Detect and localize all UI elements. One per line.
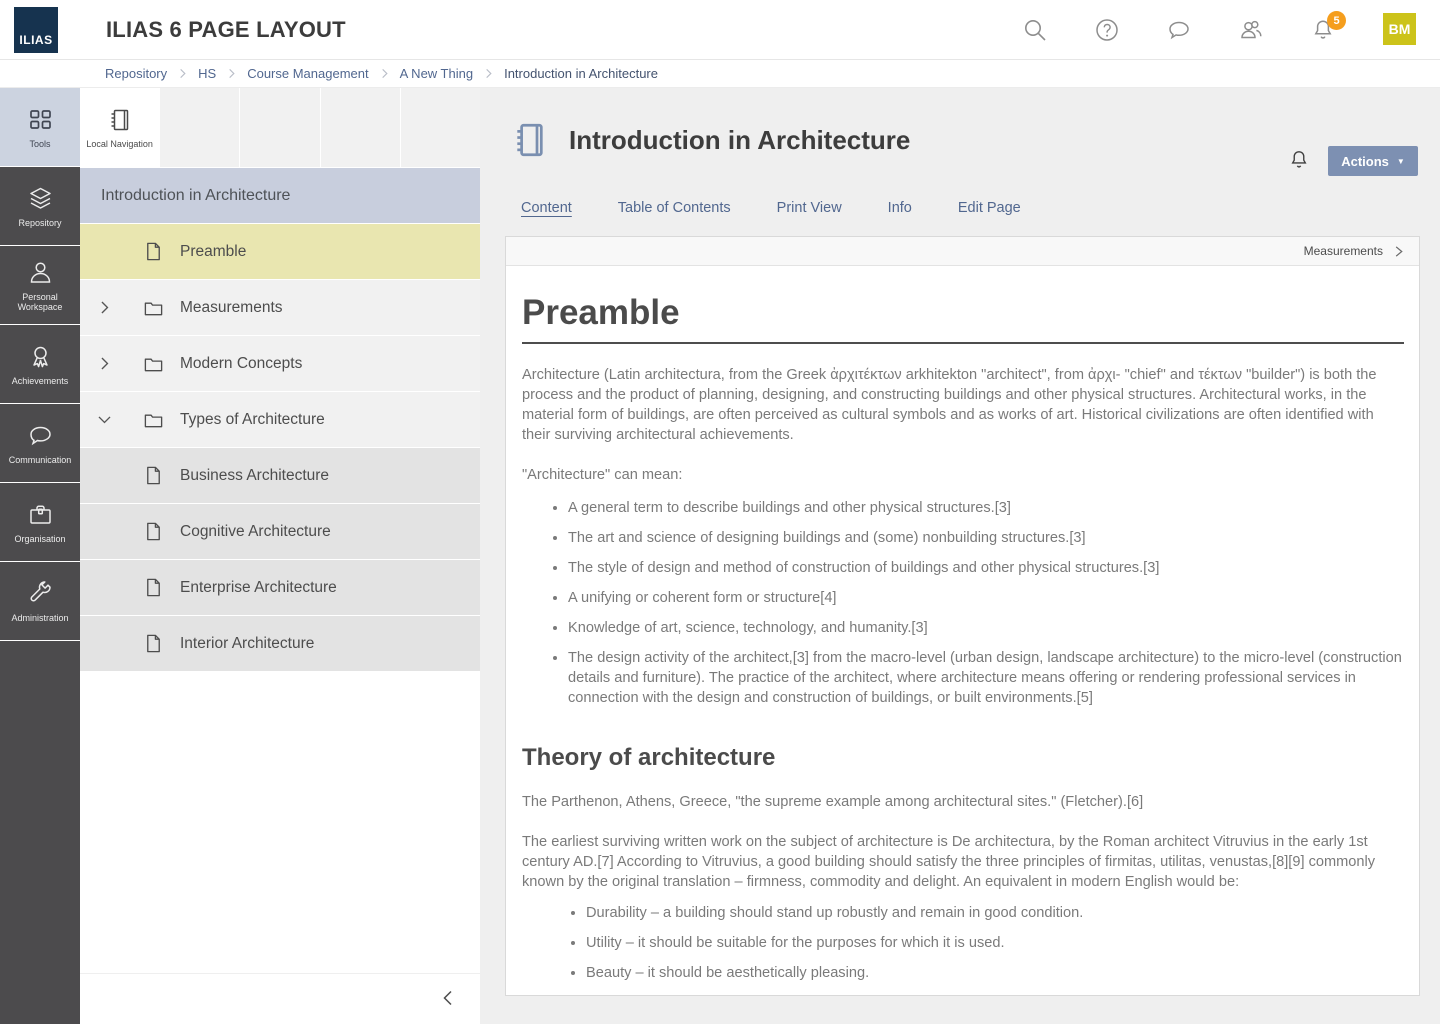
help-icon[interactable] bbox=[1094, 17, 1120, 43]
header-icon-bar bbox=[1022, 0, 1340, 60]
person-icon bbox=[27, 259, 54, 286]
sidebar-item-organisation[interactable] bbox=[0, 483, 80, 561]
sidebar-item-label: Achievements bbox=[11, 375, 69, 386]
tree-root-item[interactable]: Introduction in Architecture bbox=[80, 168, 480, 223]
tab-content[interactable]: Content bbox=[521, 200, 572, 216]
app-title: ILIAS 6 PAGE LAYOUT bbox=[106, 16, 346, 42]
paragraph: Architecture (Latin architectura, from the Greek ἀρχιτέκτων arkhitekton "architect", from ἀρχι- "chief" and τέκτων "builder") is both the process and the product of planning, designing, and constructing buildings and other physical structures. Architectural works, in the material form of buildings, are often perceived as cultural symbols and as works of art. Historical civilizations are often identified with their surviving architectural achievements. bbox=[522, 367, 1377, 443]
bullet-list bbox=[522, 498, 1404, 708]
tree-item-label: Interior Architecture bbox=[180, 634, 315, 652]
notifications-bell-icon[interactable] bbox=[1310, 14, 1340, 43]
sidebar-item-communication[interactable] bbox=[0, 404, 80, 482]
tree-item-modern-concepts[interactable] bbox=[80, 336, 480, 391]
chevron-down-icon[interactable] bbox=[96, 411, 124, 428]
pager-next-label: Measurements bbox=[1303, 244, 1383, 258]
breadcrumb-item[interactable]: A New Thing bbox=[399, 66, 474, 81]
medal-icon bbox=[27, 343, 54, 370]
chat-icon[interactable] bbox=[1166, 17, 1192, 43]
folder-icon bbox=[143, 353, 167, 374]
speech-bubble-icon bbox=[27, 422, 54, 449]
sidebar-item-repository[interactable] bbox=[0, 167, 80, 245]
sidebar-item-label: Organisation bbox=[14, 533, 66, 544]
tab-bar bbox=[521, 200, 1420, 216]
main-bar-filler bbox=[0, 641, 80, 1024]
local-navigation-panel bbox=[80, 88, 480, 1024]
chevron-right-icon[interactable] bbox=[96, 355, 124, 372]
section-heading: Theory of architecture bbox=[522, 744, 776, 771]
sidebar-item-achievements[interactable] bbox=[0, 325, 80, 403]
tree-item-label: Preamble bbox=[180, 242, 247, 260]
tree-item-business-architecture[interactable] bbox=[80, 448, 480, 503]
bullet-item: • Utility – it should be suitable for the purposes for which it is used. bbox=[586, 933, 1404, 953]
header-action-bar bbox=[1288, 146, 1418, 176]
breadcrumb bbox=[0, 60, 1440, 88]
pager-next-link[interactable] bbox=[1304, 244, 1405, 258]
page-icon bbox=[143, 465, 167, 486]
tree-item-measurements[interactable] bbox=[80, 280, 480, 335]
tree-item-label: Types of Architecture bbox=[180, 410, 325, 428]
sidebar-item-label: Repository bbox=[18, 217, 62, 228]
bullet-list bbox=[522, 903, 1404, 983]
breadcrumb-item[interactable]: Repository bbox=[105, 66, 168, 81]
slate-tab-placeholder[interactable] bbox=[321, 88, 400, 167]
notification-badge: 5 bbox=[1327, 11, 1346, 30]
slate-tab-placeholder[interactable] bbox=[160, 88, 239, 167]
bullet-item: • Beauty – it should be aesthetically pleasing. bbox=[586, 963, 1404, 983]
ilias-logo-text: ILIAS bbox=[19, 32, 53, 47]
sidebar-item-label: Tools bbox=[29, 138, 51, 149]
avatar[interactable]: BM bbox=[1383, 13, 1416, 45]
top-header bbox=[0, 0, 1440, 60]
tree-item-preamble[interactable] bbox=[80, 224, 480, 279]
paragraph: The Parthenon, Athens, Greece, "the supreme example among architectural sites." (Fletcher).[6] bbox=[522, 794, 1144, 810]
notification-bell-icon[interactable] bbox=[1288, 148, 1310, 175]
folder-icon bbox=[143, 297, 167, 318]
layers-icon bbox=[27, 185, 54, 212]
bullet-item: • A unifying or coherent form or structure[4] bbox=[568, 588, 1404, 608]
grid-icon bbox=[27, 106, 54, 133]
sidebar-item-label: Communication bbox=[8, 454, 72, 465]
tree-item-label: Modern Concepts bbox=[180, 354, 303, 372]
tab-table-of-contents[interactable]: Table of Contents bbox=[617, 200, 731, 216]
page-icon bbox=[143, 521, 167, 542]
pager-bar bbox=[506, 237, 1419, 266]
slate-tab-placeholder[interactable] bbox=[401, 88, 480, 167]
tree-item-types-of-architecture[interactable] bbox=[80, 392, 480, 447]
tree-item-label: Enterprise Architecture bbox=[180, 578, 337, 596]
bullet-item: • Knowledge of art, science, technology, and humanity.[3] bbox=[568, 618, 1404, 638]
content-area bbox=[480, 88, 1440, 1024]
collapse-panel-button[interactable] bbox=[438, 988, 458, 1011]
briefcase-icon bbox=[27, 501, 54, 528]
page-icon bbox=[143, 577, 167, 598]
chevron-right-icon bbox=[483, 68, 494, 79]
main-bar bbox=[0, 88, 80, 1024]
breadcrumb-item[interactable]: HS bbox=[198, 66, 217, 81]
chapter-heading: Preamble bbox=[522, 293, 1404, 344]
bullet-item: • The design activity of the architect,[3] from the macro-level (urban design, landscape architecture) to the micro-level (construction details and furniture). The practice of the architect, where architecture means offering or rendering professional services in connection with the design and construction of buildings, or built environments.[5] bbox=[568, 648, 1404, 708]
chevron-right-icon[interactable] bbox=[96, 299, 124, 316]
users-icon[interactable] bbox=[1238, 17, 1264, 43]
tree-item-label: Business Architecture bbox=[180, 466, 330, 484]
breadcrumb-item-current[interactable]: Introduction in Architecture bbox=[504, 66, 658, 81]
slate-tab-placeholder[interactable] bbox=[240, 88, 319, 167]
chevron-right-icon bbox=[379, 68, 390, 79]
paragraph: The earliest surviving written work on the subject of architecture is De architectura, by the Roman architect Vitruvius in the early 1st century AD.[7] According to Vitruvius, a good building should satisfy the three principles of firmitas, utilitas, venustas,[8][9] commonly known by the original translation – firmness, commodity and delight. An equivalent in modern English would be: bbox=[522, 834, 1376, 890]
bullet-item: • The style of design and method of construction of buildings and other physical structures.[3] bbox=[568, 558, 1404, 578]
sidebar-item-label: Administration bbox=[11, 612, 69, 623]
page-icon bbox=[143, 241, 167, 262]
chevron-left-icon bbox=[438, 988, 458, 1008]
tree-empty-space bbox=[80, 671, 480, 973]
folder-icon bbox=[143, 409, 167, 430]
page-content bbox=[506, 293, 1419, 983]
actions-button-label: Actions bbox=[1341, 153, 1389, 169]
page-card bbox=[505, 236, 1420, 996]
object-title: Introduction in Architecture bbox=[569, 124, 911, 155]
search-icon[interactable] bbox=[1022, 17, 1048, 43]
tree-item-enterprise-architecture[interactable] bbox=[80, 560, 480, 615]
tree-item-label: Cognitive Architecture bbox=[180, 522, 331, 540]
tree-item-label: Measurements bbox=[180, 298, 283, 316]
chevron-right-icon bbox=[1392, 245, 1405, 258]
paragraph: "Architecture" can mean: bbox=[522, 467, 683, 483]
sidebar-item-tools[interactable] bbox=[0, 88, 80, 166]
sidebar-item-administration[interactable] bbox=[0, 562, 80, 640]
notebook-icon bbox=[107, 107, 133, 133]
bullet-item: • Durability – a building should stand up robustly and remain in good condition. bbox=[586, 903, 1404, 923]
bullet-item: • A general term to describe buildings and other physical structures.[3] bbox=[568, 498, 1404, 518]
chevron-right-icon bbox=[177, 68, 188, 79]
tab-info[interactable]: Info bbox=[887, 200, 912, 216]
breadcrumb-item[interactable]: Course Management bbox=[247, 66, 369, 81]
actions-button[interactable] bbox=[1328, 146, 1418, 176]
chevron-right-icon bbox=[226, 68, 237, 79]
learning-module-icon bbox=[513, 120, 545, 160]
page-icon bbox=[143, 633, 167, 654]
slate-footer bbox=[80, 973, 480, 1024]
sidebar-item-personal-workspace[interactable] bbox=[0, 246, 80, 324]
sidebar-item-label: Personal Workspace bbox=[17, 291, 63, 312]
local-navigation-tab[interactable] bbox=[80, 88, 159, 167]
wrench-icon bbox=[27, 580, 54, 607]
tree-item-cognitive-architecture[interactable] bbox=[80, 504, 480, 559]
ilias-logo[interactable] bbox=[14, 7, 58, 53]
main-layout bbox=[0, 88, 1440, 1024]
tree-item-interior-architecture[interactable] bbox=[80, 616, 480, 671]
caret-down-icon: ▼ bbox=[1396, 156, 1405, 166]
tab-edit-page[interactable]: Edit Page bbox=[957, 200, 1021, 216]
content-header bbox=[505, 88, 1420, 160]
bullet-item: • The art and science of designing buildings and (some) nonbuilding structures.[3] bbox=[568, 528, 1404, 548]
slate-tab-row bbox=[80, 88, 480, 167]
local-navigation-tab-label: Local Navigation bbox=[86, 138, 153, 149]
tab-print-view[interactable]: Print View bbox=[776, 200, 842, 216]
